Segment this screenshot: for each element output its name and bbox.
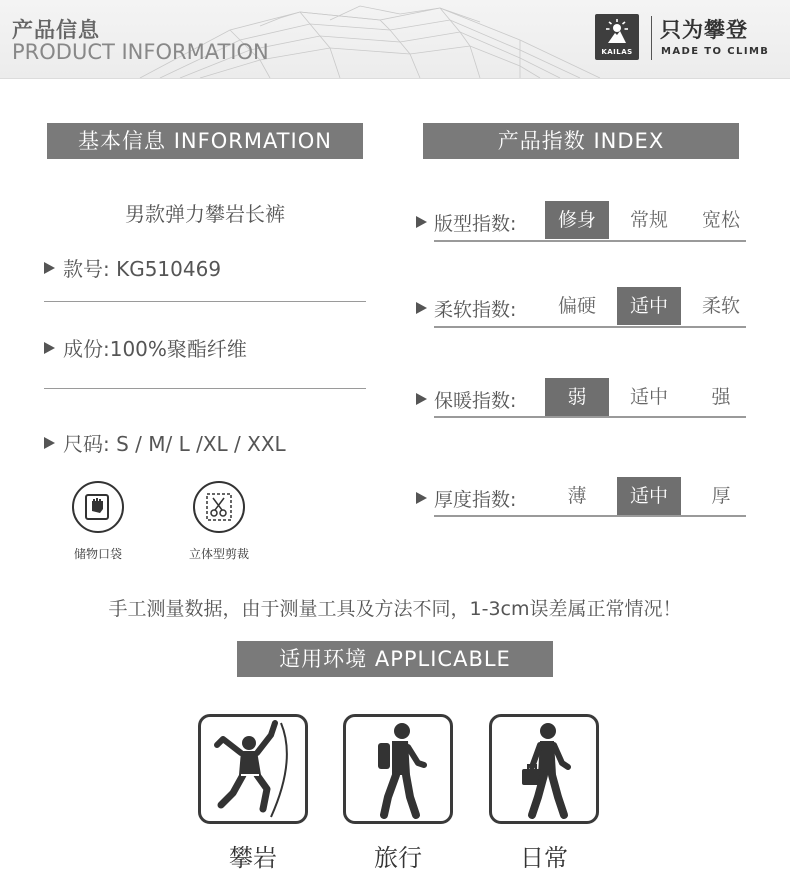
index-label-text: 厚度指数: xyxy=(434,489,517,511)
env-label: 日常 xyxy=(520,844,568,872)
bullet-triangle-icon xyxy=(416,216,427,228)
logo-divider xyxy=(651,16,652,60)
header-title-en: PRODUCT INFORMATION xyxy=(12,40,269,64)
index-option: 常规 xyxy=(629,209,668,231)
bullet-triangle-icon xyxy=(416,302,427,314)
page-header xyxy=(0,0,790,79)
index-option: 强 xyxy=(711,386,731,408)
index-label-text: 保暖指数: xyxy=(434,390,517,412)
bullet-triangle-icon xyxy=(416,393,427,405)
index-row-warmth-label xyxy=(416,386,516,413)
brand-name: KAILAS xyxy=(601,48,633,56)
feature-pocket xyxy=(48,481,148,562)
env-climbing xyxy=(198,714,308,873)
slogan-en: MADE TO CLIMB xyxy=(661,46,770,57)
index-underline xyxy=(434,515,746,517)
env-hiking xyxy=(343,714,453,873)
index-option-selected: 适中 xyxy=(617,287,681,325)
info-section-bar: 基本信息 INFORMATION xyxy=(47,123,363,159)
hiking-icon xyxy=(346,717,450,821)
model-row xyxy=(44,253,221,282)
index-option-selected: 适中 xyxy=(617,477,681,515)
product-name: 男款弹力攀岩长裤 xyxy=(125,202,285,226)
measurement-note: 手工测量数据，由于测量工具及方法不同，1-3cm误差属正常情况！ xyxy=(108,598,682,620)
index-option-selected: 修身 xyxy=(545,201,609,239)
pocket-icon xyxy=(83,491,113,523)
index-underline xyxy=(434,240,746,242)
env-label: 攀岩 xyxy=(229,844,277,872)
index-option: 宽松 xyxy=(701,209,740,231)
size-row xyxy=(44,428,286,457)
index-option: 适中 xyxy=(629,386,668,408)
env-daily xyxy=(489,714,599,873)
scissors-icon xyxy=(204,491,234,523)
index-option: 柔软 xyxy=(701,295,740,317)
bullet-triangle-icon xyxy=(44,342,55,354)
feature-label: 立体型剪裁 xyxy=(188,547,249,561)
sun-mountain-icon xyxy=(606,19,628,43)
walking-icon xyxy=(492,717,596,821)
index-section-bar: 产品指数 INDEX xyxy=(423,123,739,159)
feature-label: 储物口袋 xyxy=(73,547,122,561)
index-underline xyxy=(434,326,746,328)
bullet-triangle-icon xyxy=(44,262,55,274)
size-text: 尺码: S / M/ L /XL / XXL xyxy=(63,432,286,456)
index-row-thickness-label xyxy=(416,485,516,512)
material-row xyxy=(44,333,247,362)
model-text: 款号: KG510469 xyxy=(63,257,222,281)
env-label: 旅行 xyxy=(374,844,422,872)
index-underline xyxy=(434,416,746,418)
index-row-softness-label xyxy=(416,295,516,322)
bullet-triangle-icon xyxy=(416,492,427,504)
slogan-cn: 只为攀登 xyxy=(660,18,748,42)
index-option: 薄 xyxy=(567,485,587,507)
applicable-section-bar: 适用环境 APPLICABLE xyxy=(237,641,553,677)
feature-cut xyxy=(169,481,269,562)
index-label-text: 柔软指数: xyxy=(434,299,517,321)
divider xyxy=(44,388,366,389)
index-option: 厚 xyxy=(711,485,731,507)
index-row-fit-label xyxy=(416,209,516,236)
index-label-text: 版型指数: xyxy=(434,213,517,235)
material-text: 成份:100%聚酯纤维 xyxy=(63,337,247,361)
divider xyxy=(44,301,366,302)
brand-logo xyxy=(595,14,639,60)
index-option-selected: 弱 xyxy=(545,378,609,416)
climbing-icon xyxy=(201,717,305,821)
index-option: 偏硬 xyxy=(557,295,596,317)
bullet-triangle-icon xyxy=(44,437,55,449)
header-title-cn: 产品信息 xyxy=(12,18,100,42)
